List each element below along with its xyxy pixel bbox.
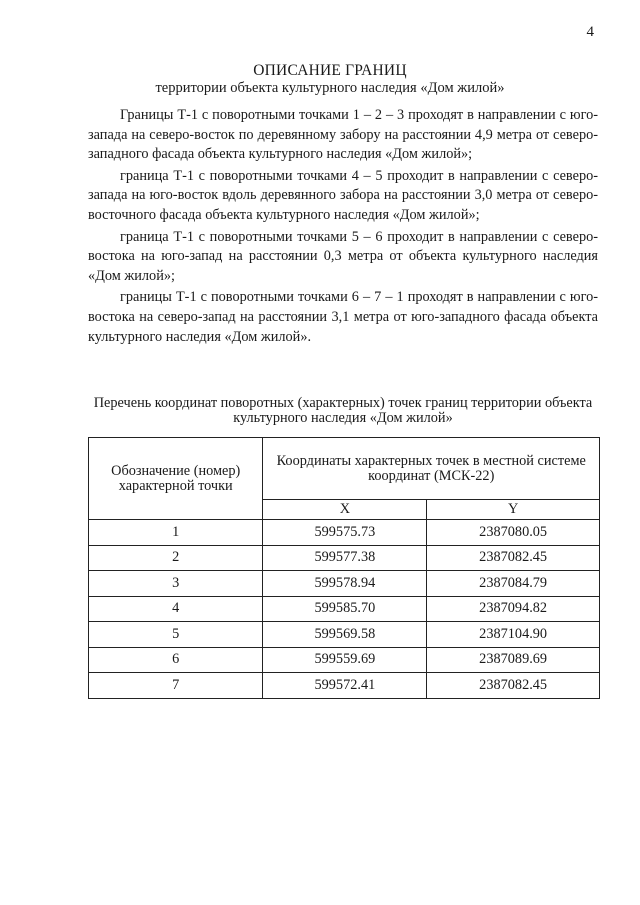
paragraph: граница Т-1 с поворотными точками 4 – 5 проходит в направлении с северо-запада на юго-восток вдоль деревянного забора на расстоянии 3,0 метра от северо-восточного фасада объекта культурного наследия «Дом жилой»; bbox=[88, 167, 598, 223]
page-number: 4 bbox=[586, 24, 594, 40]
document-subtitle: территории объекта культурного наследия «Дом жилой» bbox=[155, 80, 505, 96]
point-number: 3 bbox=[89, 571, 263, 597]
x-value: 599585.70 bbox=[263, 596, 427, 622]
x-header: X bbox=[263, 500, 427, 520]
y-header: Y bbox=[427, 500, 600, 520]
x-value: 599578.94 bbox=[263, 571, 427, 597]
x-value: 599577.38 bbox=[263, 545, 427, 571]
coordinates-header: Координаты характерных точек в местной системе координат (МСК-22) bbox=[263, 438, 600, 500]
paragraph: Границы Т-1 с поворотными точками 1 – 2 – 3 проходят в направлении с юго-запада на северо-восток по деревянному забору на расстоянии 4,9 метра от северо-западного фасада объекта культурного наследия «Дом жилой»; bbox=[88, 107, 598, 163]
table-row bbox=[89, 647, 600, 673]
point-number: 2 bbox=[89, 545, 263, 571]
y-value: 2387084.79 bbox=[427, 571, 600, 597]
table-row bbox=[89, 673, 600, 699]
paragraph: граница Т-1 с поворотными точками 5 – 6 проходит в направлении с северо-востока на юго-запад на расстоянии 0,3 метра от объекта культурного наследия «Дом жилой»; bbox=[88, 228, 598, 284]
point-number-header: Обозначение (номер) характерной точки bbox=[89, 438, 263, 520]
point-number: 5 bbox=[89, 622, 263, 648]
document-title: ОПИСАНИЕ ГРАНИЦ bbox=[253, 62, 407, 79]
y-value: 2387094.82 bbox=[427, 596, 600, 622]
point-number: 6 bbox=[89, 647, 263, 673]
x-value: 599575.73 bbox=[263, 520, 427, 546]
point-number: 7 bbox=[89, 673, 263, 699]
x-value: 599569.58 bbox=[263, 622, 427, 648]
table-row bbox=[89, 545, 600, 571]
title-block bbox=[60, 62, 600, 96]
y-value: 2387089.69 bbox=[427, 647, 600, 673]
table-title: Перечень координат поворотных (характерных) точек границ территории объекта культурного наследия «Дом жилой» bbox=[93, 395, 593, 426]
table-row bbox=[89, 596, 600, 622]
x-value: 599572.41 bbox=[263, 673, 427, 699]
y-value: 2387082.45 bbox=[427, 545, 600, 571]
paragraph: границы Т-1 с поворотными точками 6 – 7 – 1 проходят в направлении с юго-востока на северо-запад на расстоянии 3,1 метра от юго-западного фасада объекта культурного наследия «Дом жилой». bbox=[88, 289, 598, 345]
table-row bbox=[89, 571, 600, 597]
y-value: 2387082.45 bbox=[427, 673, 600, 699]
point-number: 4 bbox=[89, 596, 263, 622]
coordinates-table bbox=[88, 437, 600, 699]
y-value: 2387104.90 bbox=[427, 622, 600, 648]
point-number: 1 bbox=[89, 520, 263, 546]
y-value: 2387080.05 bbox=[427, 520, 600, 546]
boundary-description bbox=[88, 106, 598, 349]
x-value: 599559.69 bbox=[263, 647, 427, 673]
table-row bbox=[89, 520, 600, 546]
table-row bbox=[89, 622, 600, 648]
